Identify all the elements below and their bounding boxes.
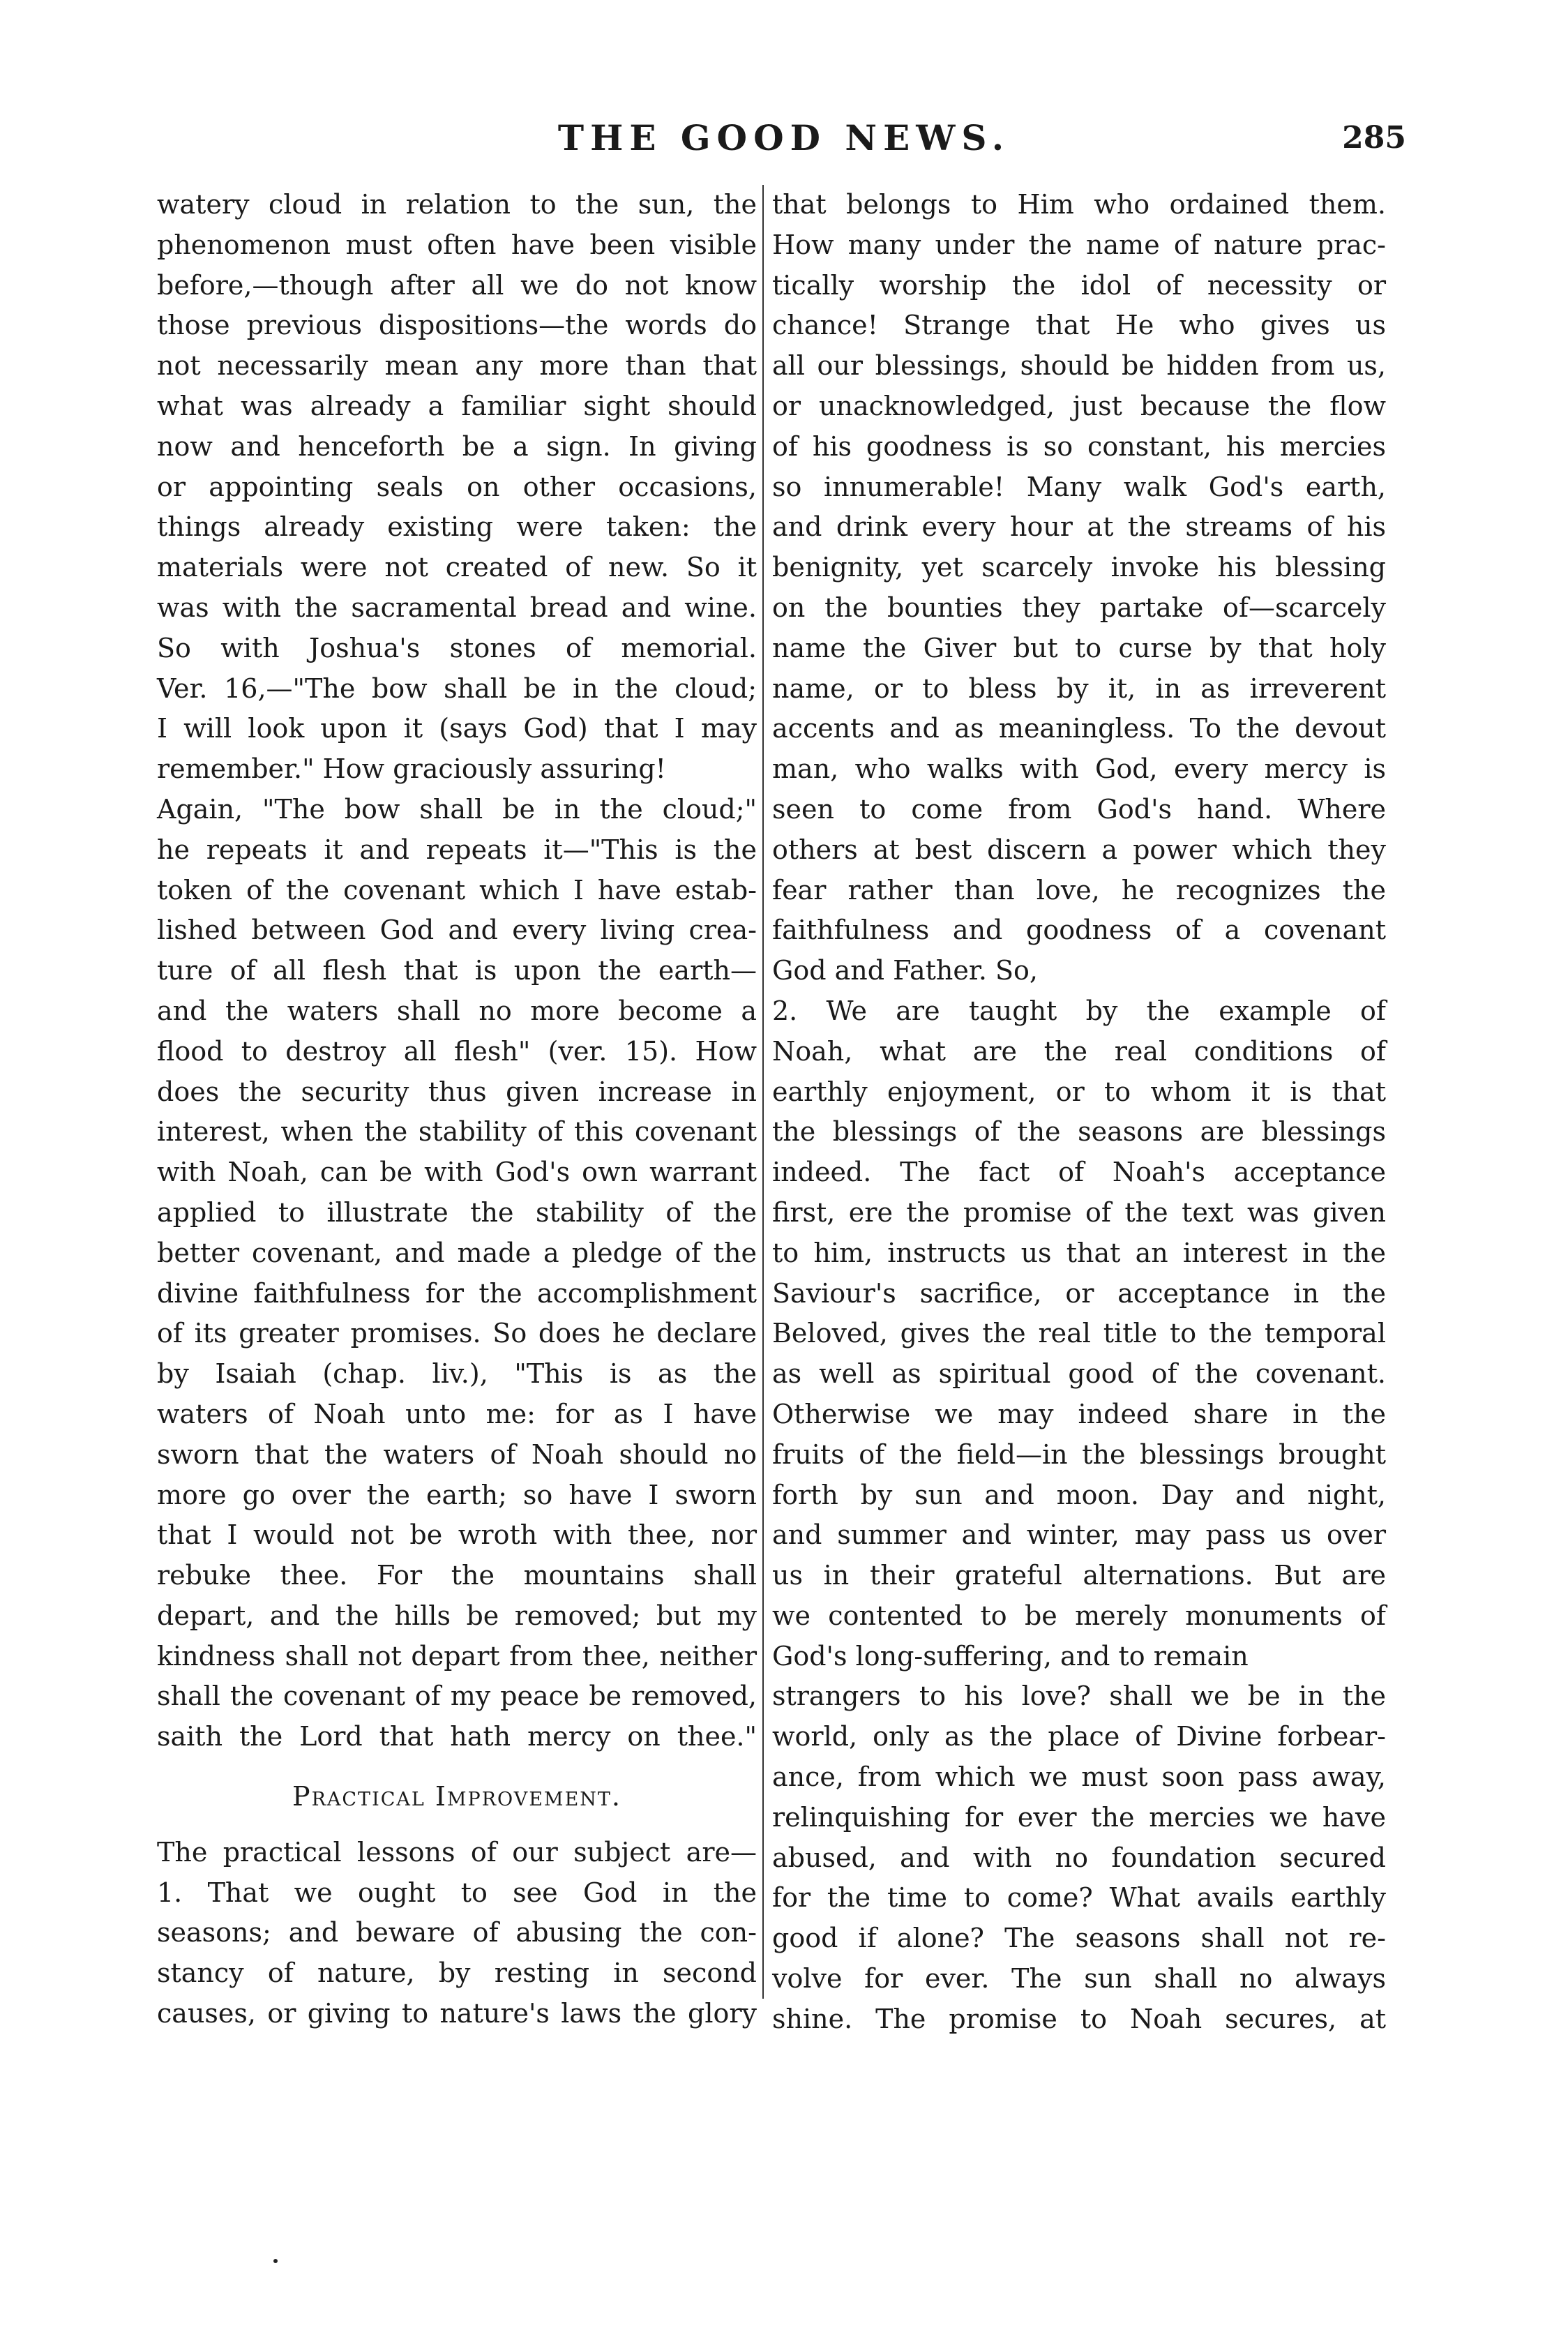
text-line: does the security thus given increase in [157, 1076, 757, 1107]
text-line: things already existing were taken: the [157, 511, 757, 543]
text-line: on the bounties they partake of—scarcely [772, 592, 1386, 623]
text-line: fruits of the field—in the blessings brought [772, 1439, 1386, 1470]
text-line: God and Father. So, [772, 955, 1038, 986]
text-line: us in their grateful alternations. But are [772, 1560, 1386, 1591]
text-line: to him, instructs us that an interest in the [772, 1237, 1386, 1268]
text-line: and the waters shall no more become a [157, 995, 757, 1026]
text-line: accents and as meaningless. To the devout [772, 713, 1386, 744]
text-line: applied to illustrate the stability of the [157, 1196, 757, 1228]
text-line: was with the sacramental bread and wine. [157, 592, 757, 623]
running-head: THE GOOD NEWS. [557, 117, 1011, 158]
text-line: by Isaiah (chap. liv.), "This is as the [157, 1358, 757, 1390]
text-line: causes, or giving to nature's laws the glory [157, 1998, 757, 2029]
text-line: those previous dispositions—the words do [157, 310, 757, 341]
text-line: flood to destroy all flesh" (ver. 15). How [157, 1035, 757, 1067]
text-line: world, only as the place of Divine forbear- [772, 1721, 1386, 1752]
text-line: that I would not be wroth with thee, nor [157, 1519, 757, 1551]
text-line: I will look upon it (says God) that I may [157, 713, 757, 744]
text-line: interest, when the stability of this covenant [157, 1116, 757, 1148]
text-line: 2. We are taught by the example of [772, 995, 1386, 1026]
text-line: Otherwise we may indeed share in the [772, 1398, 1386, 1429]
text-line: not necessarily mean any more than that [157, 350, 757, 382]
text-line: before,—though after all we do not know [157, 269, 757, 301]
text-line: watery cloud in relation to the sun, the [157, 189, 757, 220]
text-line: relinquishing for ever the mercies we have [772, 1801, 1386, 1833]
left-column-after-heading [157, 1833, 757, 2034]
text-line: Ver. 16,—"The bow shall be in the cloud; [157, 673, 757, 704]
text-line: Saviour's sacrifice, or acceptance in the [772, 1277, 1386, 1309]
text-line: fear rather than love, he recognizes the [772, 874, 1386, 906]
text-line: and summer and winter, may pass us over [772, 1519, 1386, 1551]
text-line: for the time to come? What avails earthly [772, 1882, 1386, 1914]
text-line: Beloved, gives the real title to the temporal [772, 1318, 1386, 1349]
text-line: 1. That we ought to see God in the [157, 1877, 757, 1908]
text-line: rebuke thee. For the mountains shall [157, 1560, 757, 1591]
text-line: we contented to be merely monuments of [772, 1600, 1386, 1631]
text-line: that belongs to Him who ordained them. [772, 189, 1386, 220]
left-column [157, 185, 757, 2034]
page-header [0, 117, 1568, 173]
page-number: 285 [1342, 120, 1406, 156]
text-line: saith the Lord that hath mercy on thee." [157, 1721, 757, 1752]
text-line: what was already a familiar sight should [157, 390, 757, 421]
text-line: token of the covenant which I have estab- [157, 874, 757, 906]
text-line: and drink every hour at the streams of his [772, 511, 1386, 543]
text-line: volve for ever. The sun shall no always [772, 1963, 1386, 1995]
text-line: with Noah, can be with God's own warrant [157, 1157, 757, 1188]
text-line: name the Giver but to curse by that holy [772, 632, 1386, 663]
text-line: name, or to bless by it, in as irreverent [772, 673, 1386, 704]
text-line: shall the covenant of my peace be removed, [157, 1681, 757, 1712]
text-line: better covenant, and made a pledge of the [157, 1237, 757, 1268]
text-line: depart, and the hills be removed; but my [157, 1600, 757, 1631]
text-line: God's long-suffering, and to remain [772, 1640, 1249, 1672]
text-line: now and henceforth be a sign. In giving [157, 430, 757, 462]
text-line: So with Joshua's stones of memorial. [157, 632, 757, 663]
text-line: more go over the earth; so have I sworn [157, 1479, 757, 1510]
text-line: How many under the name of nature prac- [772, 229, 1386, 260]
right-column [772, 185, 1386, 2040]
text-line: kindness shall not depart from thee, neither [157, 1640, 757, 1672]
text-line: all our blessings, should be hidden from us, [772, 350, 1386, 382]
text-line: materials were not created of new. So it [157, 552, 757, 583]
text-line: indeed. The fact of Noah's acceptance [772, 1157, 1386, 1188]
text-line: man, who walks with God, every mercy is [772, 753, 1386, 785]
text-line: Noah, what are the real conditions of [772, 1035, 1386, 1067]
text-line: seen to come from God's hand. Where [772, 793, 1386, 825]
text-line: ture of all flesh that is upon the earth— [157, 955, 757, 986]
text-line: Again, "The bow shall be in the cloud;" [157, 793, 757, 825]
text-line: benignity, yet scarcely invoke his blessing [772, 552, 1386, 583]
text-line: or unacknowledged, just because the flow [772, 390, 1386, 421]
left-column-lines [157, 185, 757, 1757]
text-line: shine. The promise to Noah secures, at [772, 2003, 1386, 2034]
text-line: good if alone? The seasons shall not re- [772, 1923, 1386, 1954]
text-line: stancy of nature, by resting in second [157, 1958, 757, 1989]
text-line: divine faithfulness for the accomplishment [157, 1277, 757, 1309]
text-line: seasons; and beware of abusing the con- [157, 1917, 757, 1948]
text-line: earthly enjoyment, or to whom it is that [772, 1076, 1386, 1107]
text-line: chance! Strange that He who gives us [772, 310, 1386, 341]
text-line: ance, from which we must soon pass away, [772, 1762, 1386, 1793]
text-line: the blessings of the seasons are blessings [772, 1116, 1386, 1148]
text-line: or appointing seals on other occasions, [157, 471, 757, 502]
text-line: waters of Noah unto me: for as I have [157, 1398, 757, 1429]
text-line: so innumerable! Many walk God's earth, [772, 471, 1386, 502]
text-line: of its greater promises. So does he declare [157, 1318, 757, 1349]
text-line: forth by sun and moon. Day and night, [772, 1479, 1386, 1510]
text-line: faithfulness and goodness of a covenant [772, 915, 1386, 946]
text-line: abused, and with no foundation secured [772, 1842, 1386, 1873]
text-line: phenomenon must often have been visible [157, 229, 757, 260]
text-line: tically worship the idol of necessity or [772, 269, 1386, 301]
column-divider [762, 185, 764, 1999]
text-line: first, ere the promise of the text was given [772, 1196, 1386, 1228]
text-line: sworn that the waters of Noah should no [157, 1439, 757, 1470]
text-line: lished between God and every living crea- [157, 915, 757, 946]
text-line: strangers to his love? shall we be in the [772, 1681, 1386, 1712]
text-line: others at best discern a power which they [772, 834, 1386, 865]
section-heading: Practical Improvement. [292, 1781, 621, 1812]
right-column-lines [772, 185, 1386, 2040]
text-line: The practical lessons of our subject are— [157, 1836, 757, 1868]
text-line: remember." How graciously assuring! [157, 753, 666, 785]
text-line: he repeats it and repeats it—"This is the [157, 834, 757, 865]
printer-mark [273, 2259, 278, 2263]
text-line: of his goodness is so constant, his mercies [772, 430, 1386, 462]
text-line: as well as spiritual good of the covenant. [772, 1358, 1386, 1390]
